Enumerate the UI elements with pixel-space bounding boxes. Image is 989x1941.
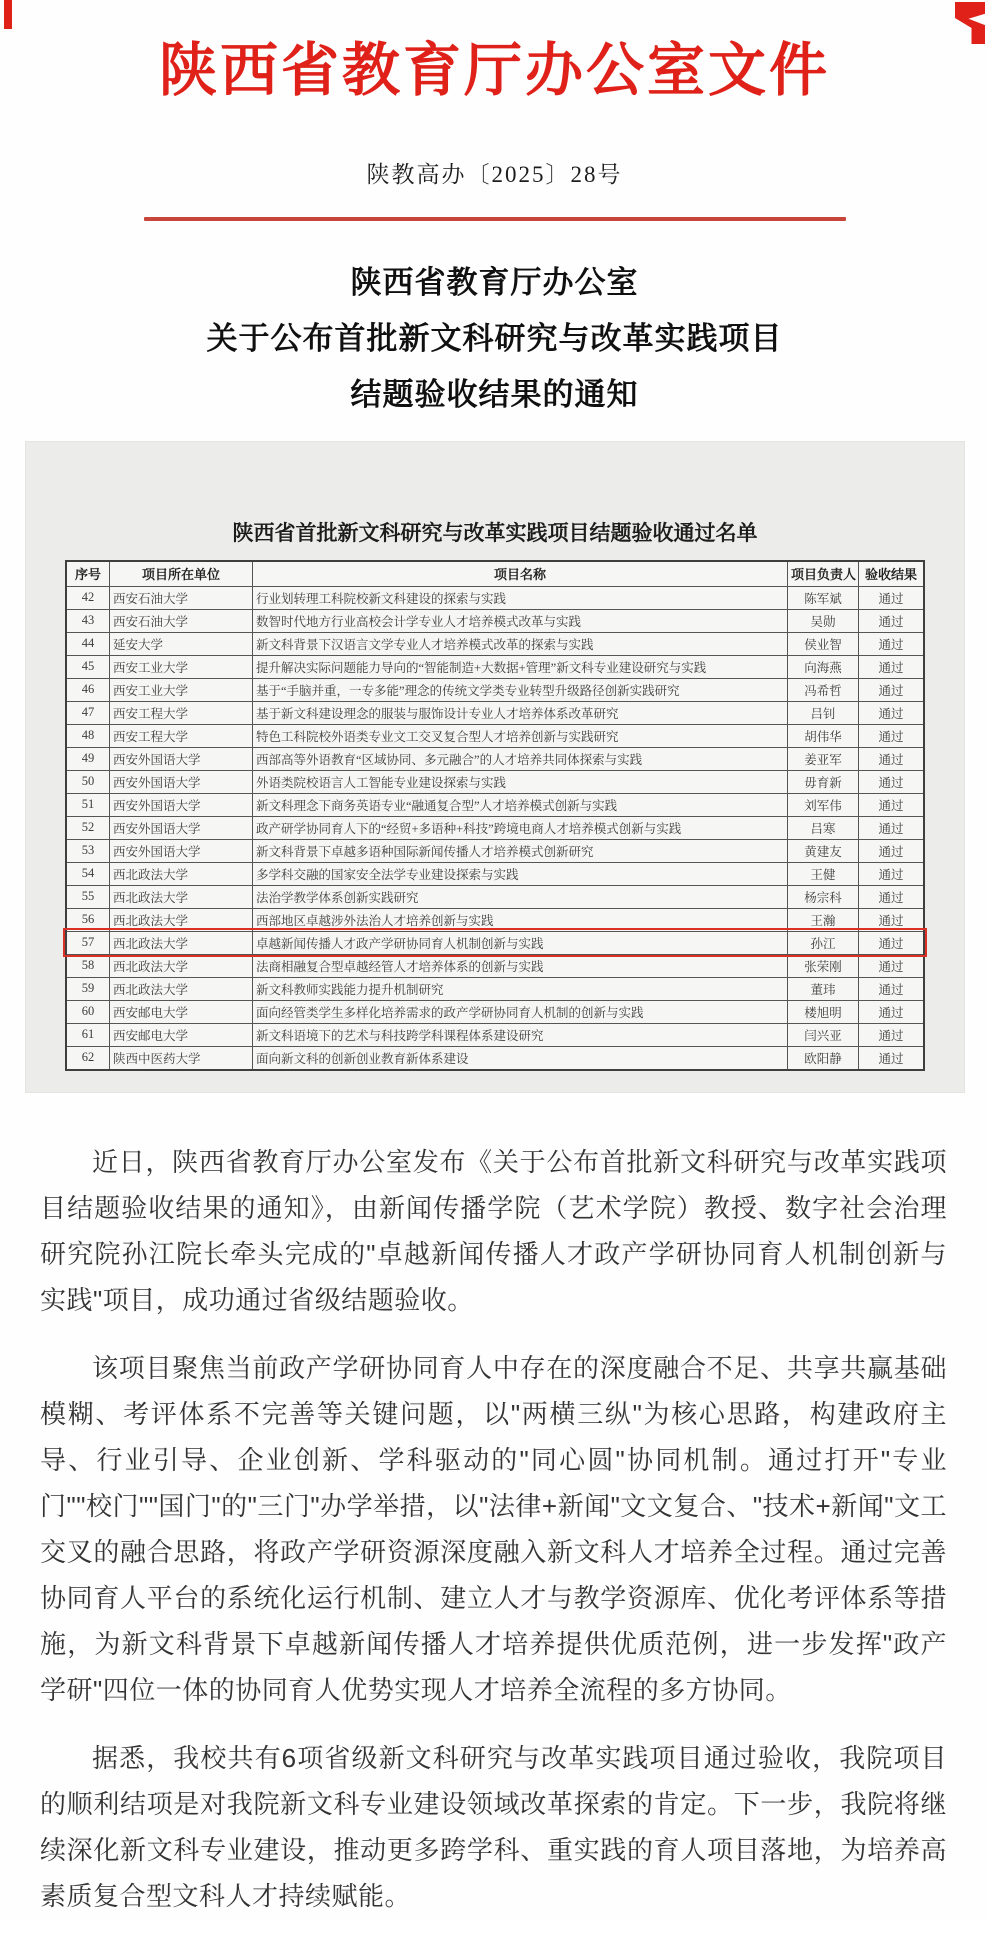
table-cell: 通过 <box>859 724 925 747</box>
table-row <box>66 655 924 678</box>
table-cell: 楼旭明 <box>788 1000 859 1023</box>
table-cell: 43 <box>66 609 110 632</box>
table-cell: 面向新文科的创新创业教育新体系建设 <box>253 1046 788 1070</box>
table-cell: 通过 <box>859 793 925 816</box>
table-row <box>66 885 924 908</box>
table-cell: 吕钊 <box>788 701 859 724</box>
table-cell: 闫兴亚 <box>788 1023 859 1046</box>
table-cell: 孙江 <box>788 931 859 954</box>
table-cell: 49 <box>66 747 110 770</box>
table-cell: 基于“手脑并重，一专多能”理念的传统文学类专业转型升级路径创新实践研究 <box>253 678 788 701</box>
table-cell: 46 <box>66 678 110 701</box>
table-cell: 44 <box>66 632 110 655</box>
table-cell: 西部高等外语教育“区域协同、多元融合”的人才培养共同体探索与实践 <box>253 747 788 770</box>
acceptance-result-table <box>65 560 925 1071</box>
table-cell: 通过 <box>859 862 925 885</box>
table-cell: 通过 <box>859 839 925 862</box>
table-row <box>66 816 924 839</box>
table-cell: 董玮 <box>788 977 859 1000</box>
table-cell: 西安外国语大学 <box>110 839 253 862</box>
table-cell: 西北政法大学 <box>110 931 253 954</box>
article-paragraph: 近日，陕西省教育厅办公室发布《关于公布首批新文科研究与改革实践项目结题验收结果的通知》，由新闻传播学院（艺术学院）教授、数字社会治理研究院孙江院长牵头完成的"卓越新闻传播人才政产学研协同育人机制创新与实践"项目，成功通过省级结题验收。 <box>40 1146 947 1315</box>
table-cell: 53 <box>66 839 110 862</box>
table-cell: 欧阳静 <box>788 1046 859 1070</box>
table-header <box>66 561 924 587</box>
table-row <box>66 678 924 701</box>
table-cell: 通过 <box>859 609 925 632</box>
table-cell: 54 <box>66 862 110 885</box>
table-cell: 政产研学协同育人下的“经贸+多语种+科技”跨境电商人才培养模式创新与实践 <box>253 816 788 839</box>
table-cell: 通过 <box>859 655 925 678</box>
table-row <box>66 977 924 1000</box>
table-row <box>66 839 924 862</box>
table-row <box>66 1023 924 1046</box>
table-cell: 西安外国语大学 <box>110 770 253 793</box>
table-cell: 45 <box>66 655 110 678</box>
table-cell: 通过 <box>859 701 925 724</box>
table-cell: 特色工科院校外语类专业文工交叉复合型人才培养创新与实践研究 <box>253 724 788 747</box>
table-row <box>66 908 924 931</box>
table-cell: 行业划转理工科院校新文科建设的探索与实践 <box>253 586 788 609</box>
table-cell: 61 <box>66 1023 110 1046</box>
table-cell: 通过 <box>859 1023 925 1046</box>
table-cell: 西部地区卓越涉外法治人才培养创新与实践 <box>253 908 788 931</box>
table-cell: 胡伟华 <box>788 724 859 747</box>
table-row <box>66 586 924 609</box>
table-cell: 法商相融复合型卓越经管人才培养体系的创新与实践 <box>253 954 788 977</box>
table-cell: 冯希哲 <box>788 678 859 701</box>
notice-title <box>0 255 989 423</box>
table-cell: 62 <box>66 1046 110 1070</box>
table-cell: 西安邮电大学 <box>110 1023 253 1046</box>
table-cell: 刘军伟 <box>788 793 859 816</box>
table-cell: 通过 <box>859 678 925 701</box>
table-cell: 新文科背景下汉语言文学专业人才培养模式改革的探索与实践 <box>253 632 788 655</box>
table-cell: 向海燕 <box>788 655 859 678</box>
notice-title-line1: 陕西省教育厅办公室 <box>350 264 639 300</box>
table-cell: 面向经管类学生多样化培养需求的政产学研协同育人机制的创新与实践 <box>253 1000 788 1023</box>
table-cell: 西安外国语大学 <box>110 816 253 839</box>
article-body <box>40 1139 947 1919</box>
table-cell: 56 <box>66 908 110 931</box>
table-row <box>66 770 924 793</box>
table-cell: 通过 <box>859 632 925 655</box>
table-cell: 延安大学 <box>110 632 253 655</box>
table-cell: 基于新文科建设理念的服装与服饰设计专业人才培养体系改革研究 <box>253 701 788 724</box>
table-cell: 52 <box>66 816 110 839</box>
table-cell: 西安工程大学 <box>110 701 253 724</box>
table-cell: 通过 <box>859 770 925 793</box>
scan-artifact-left-icon <box>4 0 12 29</box>
table-cell: 新文科语境下的艺术与科技跨学科课程体系建设研究 <box>253 1023 788 1046</box>
table-row <box>66 701 924 724</box>
table-header-cell: 序号 <box>66 561 110 587</box>
table-cell: 西安工业大学 <box>110 678 253 701</box>
table-cell: 西安邮电大学 <box>110 1000 253 1023</box>
table-cell: 西安外国语大学 <box>110 747 253 770</box>
table-row <box>66 931 924 954</box>
letterhead-title: 陕西省教育厅办公室文件 <box>158 38 830 103</box>
table-cell: 60 <box>66 1000 110 1023</box>
table-title: 陕西省首批新文科研究与改革实践项目结题验收通过名单 <box>232 520 758 545</box>
table-cell: 外语类院校语言人工智能专业建设探索与实践 <box>253 770 788 793</box>
table-cell: 50 <box>66 770 110 793</box>
table-cell: 张荣刚 <box>788 954 859 977</box>
table-cell: 48 <box>66 724 110 747</box>
table-row <box>66 747 924 770</box>
table-cell: 西北政法大学 <box>110 885 253 908</box>
table-cell: 通过 <box>859 747 925 770</box>
table-cell: 西安外国语大学 <box>110 793 253 816</box>
notice-title-line3: 结题验收结果的通知 <box>350 376 639 412</box>
table-cell: 通过 <box>859 954 925 977</box>
table-cell: 西安石油大学 <box>110 586 253 609</box>
table-cell: 57 <box>66 931 110 954</box>
table-cell: 西北政法大学 <box>110 977 253 1000</box>
table-cell: 王瀚 <box>788 908 859 931</box>
table-cell: 西安工业大学 <box>110 655 253 678</box>
table-row <box>66 724 924 747</box>
table-cell: 西北政法大学 <box>110 908 253 931</box>
letterhead <box>0 0 989 221</box>
table-cell: 王健 <box>788 862 859 885</box>
scanned-table-panel <box>25 441 965 1093</box>
table-cell: 通过 <box>859 931 925 954</box>
table-header-row <box>66 561 924 587</box>
table-row <box>66 609 924 632</box>
document-number: 陕教高办〔2025〕28号 <box>366 161 623 187</box>
table-header-cell: 项目名称 <box>253 561 788 587</box>
table-cell: 42 <box>66 586 110 609</box>
table-cell: 58 <box>66 954 110 977</box>
table-body <box>66 586 924 1070</box>
table-header-cell: 项目所在单位 <box>110 561 253 587</box>
table-row <box>66 862 924 885</box>
table-cell: 西北政法大学 <box>110 954 253 977</box>
table-cell: 吴勋 <box>788 609 859 632</box>
table-cell: 陈军斌 <box>788 586 859 609</box>
table-cell: 通过 <box>859 586 925 609</box>
notice-title-line2: 关于公布首批新文科研究与改革实践项目 <box>206 320 783 356</box>
table-cell: 新文科背景下卓越多语种国际新闻传播人才培养模式创新研究 <box>253 839 788 862</box>
table-header-cell: 验收结果 <box>859 561 925 587</box>
table-cell: 侯业智 <box>788 632 859 655</box>
table-cell: 提升解决实际问题能力导向的“智能制造+大数据+管理”新文科专业建设研究与实践 <box>253 655 788 678</box>
table-cell: 西北政法大学 <box>110 862 253 885</box>
table-cell: 黄建友 <box>788 839 859 862</box>
table-cell: 59 <box>66 977 110 1000</box>
table-row <box>66 632 924 655</box>
table-cell: 吕寒 <box>788 816 859 839</box>
table-cell: 陕西中医药大学 <box>110 1046 253 1070</box>
table-cell: 毋育新 <box>788 770 859 793</box>
table-cell: 卓越新闻传播人才政产学研协同育人机制创新与实践 <box>253 931 788 954</box>
table-cell: 新文科教师实践能力提升机制研究 <box>253 977 788 1000</box>
table-cell: 西安石油大学 <box>110 609 253 632</box>
table-cell: 通过 <box>859 885 925 908</box>
table-cell: 杨宗科 <box>788 885 859 908</box>
table-cell: 55 <box>66 885 110 908</box>
table-cell: 多学科交融的国家安全法学专业建设探索与实践 <box>253 862 788 885</box>
table-cell: 通过 <box>859 908 925 931</box>
table-cell: 法治学教学体系创新实践研究 <box>253 885 788 908</box>
table-cell: 新文科理念下商务英语专业“融通复合型”人才培养模式创新与实践 <box>253 793 788 816</box>
table-cell: 姜亚军 <box>788 747 859 770</box>
table-cell: 西安工程大学 <box>110 724 253 747</box>
table-cell: 通过 <box>859 1000 925 1023</box>
table-header-cell: 项目负责人 <box>788 561 859 587</box>
table-cell: 47 <box>66 701 110 724</box>
table-cell: 51 <box>66 793 110 816</box>
table-cell: 通过 <box>859 816 925 839</box>
table-row <box>66 1000 924 1023</box>
table-cell: 数智时代地方行业高校会计学专业人才培养模式改革与实践 <box>253 609 788 632</box>
table-row <box>66 793 924 816</box>
letterhead-divider <box>144 217 846 221</box>
article-paragraph: 该项目聚焦当前政产学研协同育人中存在的深度融合不足、共享共赢基础模糊、考评体系不完善等关键问题，以"两横三纵"为核心思路，构建政府主导、行业引导、企业创新、学科驱动的"同心圆"协同机制。通过打开"专业门""校门""国门"的"三门"办学举措，以"法律+新闻"文文复合、"技术+新闻"文工交叉的融合思路，将政产学研资源深度融入新文科人才培养全过程。通过完善协同育人平台的系统化运行机制、建立人才与教学资源库、优化考评体系等措施，为新文科背景下卓越新闻传播人才培养提供优质范例，进一步发挥"政产学研"四位一体的协同育人优势实现人才培养全流程的多方协同。 <box>40 1352 947 1705</box>
table-cell: 通过 <box>859 1046 925 1070</box>
article-paragraph: 据悉，我校共有6项省级新文科研究与改革实践项目通过验收，我院项目的顺利结项是对我院新文科专业建设领域改革探索的肯定。下一步，我院将继续深化新文科专业建设，推动更多跨学科、重实践的育人项目落地，为培养高素质复合型文科人才持续赋能。 <box>40 1742 947 1911</box>
table-row <box>66 954 924 977</box>
table-cell: 通过 <box>859 977 925 1000</box>
table-row <box>66 1046 924 1070</box>
